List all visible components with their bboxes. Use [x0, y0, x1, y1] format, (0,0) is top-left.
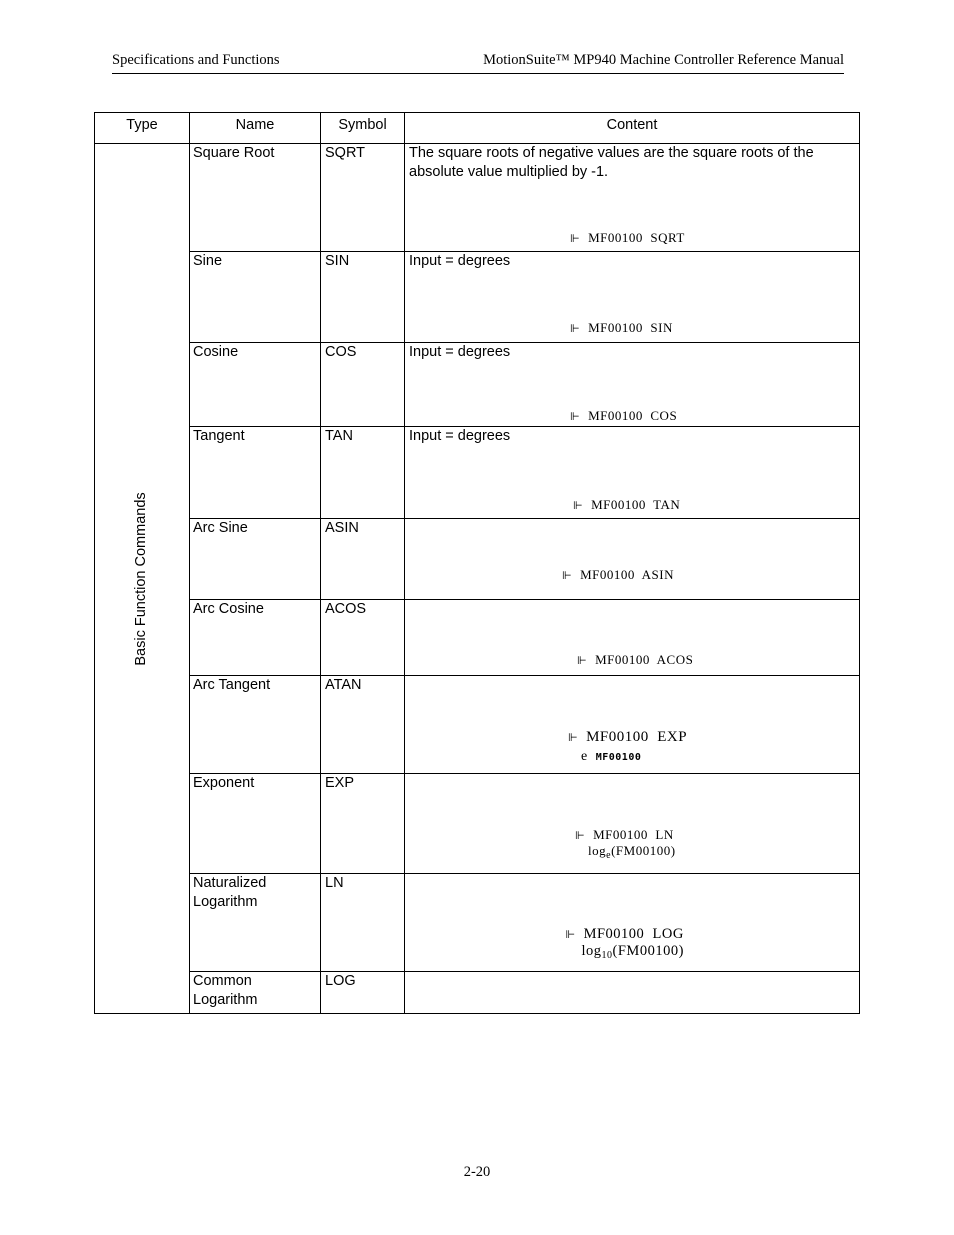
row-name-common-logarithm: Common Logarithm [193, 973, 258, 1008]
row-symbol-tan: TAN [325, 428, 353, 444]
ladder-contact-icon: ⊩ [565, 928, 576, 941]
ladder-contact-icon: ⊩ [562, 569, 573, 582]
ladder-contact-icon: ⊩ [570, 322, 581, 335]
row-name-arc-cosine: Arc Cosine [193, 601, 264, 617]
ladder-code: ⊩ MF00100 TAN [573, 497, 681, 512]
column-header-type: Type [126, 117, 158, 133]
ladder-code: ⊩ MF00100 LOG [565, 926, 684, 942]
row-symbol-sqrt: SQRT [325, 145, 366, 161]
ladder-code: ⊩ MF00100 COS [570, 408, 678, 423]
row-symbol-acos: ACOS [325, 601, 367, 617]
row-symbol-atan: ATAN [325, 677, 362, 693]
formula: $\log_e(FM00100)$ [588, 843, 676, 861]
row-symbol-asin: ASIN [325, 520, 359, 536]
page-number: 2-20 [463, 1164, 491, 1180]
ladder-contact-icon: ⊩ [570, 410, 581, 423]
ladder-code: ⊩ MF00100 SIN [570, 320, 673, 335]
column-header-symbol: Symbol [338, 117, 387, 133]
type-cell [95, 143, 189, 1013]
row-name-square-root: Square Root [193, 145, 275, 161]
row-name-sine: Sine [193, 253, 223, 269]
row-symbol-sin: SIN [325, 253, 350, 269]
column-header-content: Content [606, 117, 658, 133]
page-header [112, 52, 844, 74]
row-name-arc-sine: Arc Sine [193, 520, 248, 536]
ladder-contact-icon: ⊩ [573, 499, 584, 512]
row-name-exponent: Exponent [193, 775, 255, 791]
row-symbol-cos: COS [325, 344, 357, 360]
header-manual-title: MotionSuite™ MP940 Machine Controller Reference Manual [483, 52, 844, 68]
formula: e MF00100 [581, 749, 642, 764]
row-content-square-root: The square roots of negative values are the square roots of the absolute value multiplied by -1. [409, 145, 814, 180]
column-header-name: Name [235, 117, 275, 133]
ladder-code: ⊩ MF00100 EXP [568, 729, 688, 745]
ladder-code: ⊩ MF00100 ACOS [577, 652, 694, 667]
ladder-code: ⊩ MF00100 ASIN [562, 567, 675, 582]
formula: $\log_{10}(FM00100)$ [581, 943, 684, 961]
row-content-cosine: Input = degrees [409, 344, 511, 360]
row-name-arc-tangent: Arc Tangent [193, 677, 271, 693]
ladder-code: ⊩ MF00100 LN [575, 827, 674, 842]
row-symbol-ln: LN [325, 875, 344, 891]
row-content-tangent: Input = degrees [409, 428, 511, 444]
function-table [94, 112, 860, 1014]
row-symbol-exp: EXP [325, 775, 355, 791]
row-name-tangent: Tangent [193, 428, 245, 444]
ladder-code: ⊩ MF00100 SQRT [570, 230, 685, 245]
ladder-contact-icon: ⊩ [570, 232, 581, 245]
row-name-cosine: Cosine [193, 344, 239, 360]
ladder-contact-icon: ⊩ [577, 654, 588, 667]
ladder-contact-icon: ⊩ [568, 731, 579, 744]
type-label: Basic Function Commands [133, 492, 149, 666]
row-name-naturalized-logarithm: Naturalized Logarithm [193, 875, 267, 910]
ladder-contact-icon: ⊩ [575, 829, 586, 842]
header-section-title: Specifications and Functions [112, 52, 280, 68]
row-content-sine: Input = degrees [409, 253, 511, 269]
row-symbol-log: LOG [325, 973, 356, 989]
